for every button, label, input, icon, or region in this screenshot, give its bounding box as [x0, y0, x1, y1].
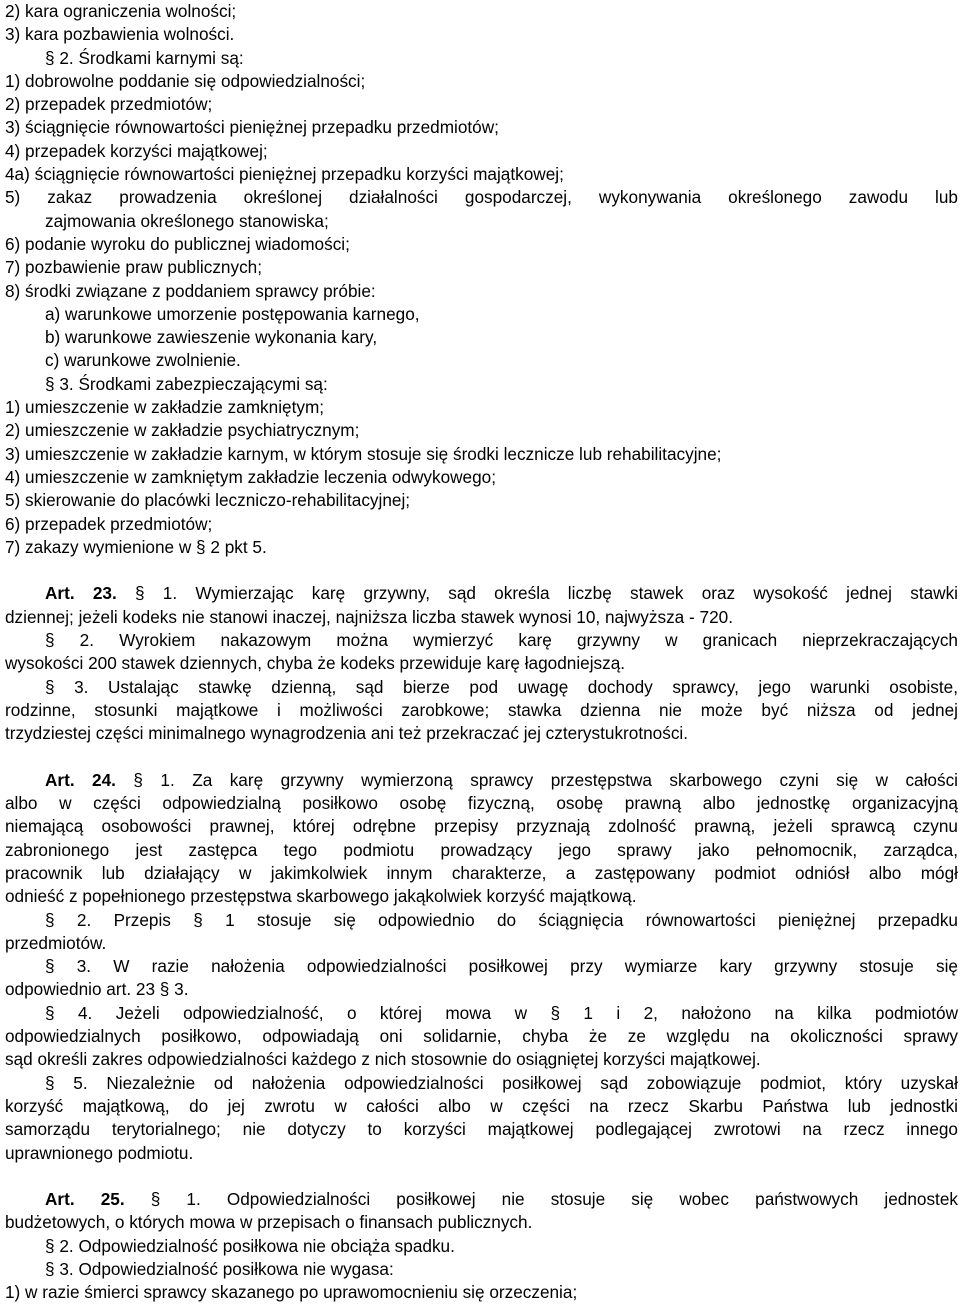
text-line [5, 839, 958, 862]
line-text: § 3. Ustalając stawkę dzienną, sąd bierze pod uwagę dochody sprawcy, jego warunki osobiste, [45, 676, 958, 697]
line-text: c) warunkowe zwolnienie. [45, 350, 241, 371]
line-text: 3) ściągnięcie równowartości pieniężnej przepadku przedmiotów; [5, 117, 499, 138]
line-text: 2) przepadek przedmiotów; [5, 94, 213, 115]
line-text: § 1. Odpowiedzialności posiłkowej nie stosuje się wobec państwowych jednostek [124, 1189, 958, 1210]
text-line [5, 582, 958, 605]
line-text: 2) kara ograniczenia wolności; [5, 1, 237, 21]
text-line [5, 396, 958, 419]
text-line [5, 1048, 958, 1071]
line-text: § 2. Wyrokiem nakazowym można wymierzyć karę grzywny w granicach nieprzekraczających [45, 630, 958, 651]
line-text: zajmowania określonego stanowiska; [45, 210, 329, 231]
line-text: 6) podanie wyroku do publicznej wiadomości; [5, 233, 350, 254]
line-text: pracownik lub działający w jakimkolwiek innym charakterze, a zastępowany podmiot odniósł albo mógł [5, 862, 958, 883]
line-text: b) warunkowe zawieszenie wykonania kary, [45, 327, 378, 348]
line-text: § 3. W razie nałożenia odpowiedzialności posiłkowej przy wymiarze kary grzywny stosuje się [45, 956, 958, 977]
line-text: niemającą osobowości prawnej, której odrębne przepisy przyznają zdolność prawną, jeżeli sprawcą czynu [5, 816, 958, 837]
text-line [5, 1235, 958, 1258]
text-line [5, 1118, 958, 1141]
line-text: sąd określi zakres odpowiedzialności każdego z nich stosownie do osiągniętej korzyści majątkowej. [5, 1049, 761, 1070]
line-text: 3) kara pozbawienia wolności. [5, 24, 235, 45]
text-line [5, 47, 958, 70]
text-line [5, 489, 958, 512]
line-text: odpowiedzialnych posiłkowo, odpowiadają oni solidarnie, chyba że ze względu na okoliczności sprawy [5, 1026, 958, 1047]
line-text: 5) zakaz prowadzenia określonej działalności gospodarczej, wykonywania określonego zawodu lub [5, 187, 958, 208]
text-line [5, 23, 958, 46]
line-text: 4) przepadek korzyści majątkowej; [5, 140, 268, 161]
article-number: Art. 25. [45, 1189, 125, 1210]
text-line [5, 955, 958, 978]
line-text: 5) skierowanie do placówki leczniczo-rehabilitacyjnej; [5, 490, 411, 511]
paragraph-gap [5, 1165, 958, 1188]
line-text: § 1. Za karę grzywny wymierzoną sprawcy przestępstwa skarbowego czyni się w całości [115, 769, 958, 790]
line-text: 1) umieszczenie w zakładzie zamkniętym; [5, 397, 325, 418]
article-number: Art. 24. [45, 769, 116, 790]
line-text: § 1. Wymierzając karę grzywny, sąd określa liczbę stawek oraz wysokość jednej stawki [116, 583, 958, 604]
line-text: przedmiotów. [5, 932, 107, 953]
line-text: 6) przepadek przedmiotów; [5, 513, 213, 534]
line-text: wysokości 200 stawek dziennych, chyba że kodeks przewiduje karę łagodniejszą. [5, 653, 626, 674]
text-line [5, 280, 958, 303]
text-line [5, 1188, 958, 1211]
text-line [5, 93, 958, 116]
text-line [5, 536, 958, 559]
line-text: § 2. Odpowiedzialność posiłkowa nie obciąża spadku. [45, 1235, 455, 1256]
line-text: § 3. Środkami zabezpieczającymi są: [45, 373, 328, 394]
text-line [5, 303, 958, 326]
text-line [5, 792, 958, 815]
line-text: § 2. Środkami karnymi są: [45, 47, 244, 68]
text-line [5, 1142, 958, 1165]
text-line [5, 606, 958, 629]
line-text: 7) pozbawienie praw publicznych; [5, 257, 262, 278]
text-line [5, 140, 958, 163]
text-line [5, 978, 958, 1001]
text-line [5, 932, 958, 955]
text-line [5, 233, 958, 256]
text-line [5, 1095, 958, 1118]
text-line [5, 909, 958, 932]
text-line [5, 629, 958, 652]
line-text: odpowiednio art. 23 § 3. [5, 979, 189, 1000]
line-text: § 2. Przepis § 1 stosuje się odpowiednio do ściągnięcia równowartości pieniężnej przepadku [45, 909, 958, 930]
text-line [5, 1002, 958, 1025]
text-line [5, 652, 958, 675]
line-text: 8) środki związane z poddaniem sprawcy próbie: [5, 280, 376, 301]
line-text: 4) umieszczenie w zamkniętym zakładzie leczenia odwykowego; [5, 466, 497, 487]
line-text: 1) dobrowolne poddanie się odpowiedzialności; [5, 70, 366, 91]
line-text: 3) umieszczenie w zakładzie karnym, w którym stosuje się środki lecznicze lub rehabilitacyjne; [5, 443, 722, 464]
text-line [5, 186, 958, 209]
line-text: 1) w razie śmierci sprawcy skazanego po uprawomocnieniu się orzeczenia; [5, 1282, 578, 1303]
line-text: rodzinne, stosunki majątkowe i możliwości zarobkowe; stawka dzienna nie może być niższa od jednej [5, 699, 958, 720]
text-line [5, 1072, 958, 1095]
line-text: dziennej; jeżeli kodeks nie stanowi inaczej, najniższa liczba stawek wynosi 10, najwyższa - 720. [5, 606, 733, 627]
text-line [5, 676, 958, 699]
line-text: korzyść majątkową, do jej zwrotu w całości albo w części na rzecz Skarbu Państwa lub jednostki [5, 1095, 958, 1116]
line-text: 7) zakazy wymienione w § 2 pkt 5. [5, 536, 267, 557]
text-line [5, 256, 958, 279]
text-line [5, 70, 958, 93]
text-line [5, 1258, 958, 1281]
line-text: albo w części odpowiedzialną posiłkowo osobę fizyczną, osobę prawną albo jednostkę organizacyjną [5, 793, 958, 814]
line-text: § 3. Odpowiedzialność posiłkowa nie wygasa: [45, 1259, 394, 1280]
text-line [5, 373, 958, 396]
paragraph-gap [5, 559, 958, 582]
document-page [5, 0, 958, 1305]
text-line [5, 349, 958, 372]
article-number: Art. 23. [45, 583, 117, 604]
line-text: uprawnionego podmiotu. [5, 1142, 194, 1163]
text-line [5, 116, 958, 139]
line-text: § 4. Jeżeli odpowiedzialność, o której mowa w § 1 i 2, nałożono na kilka podmiotów [45, 1002, 958, 1023]
paragraph-gap [5, 746, 958, 769]
text-line [5, 769, 958, 792]
line-text: a) warunkowe umorzenie postępowania karnego, [45, 303, 420, 324]
text-line [5, 326, 958, 349]
line-text: odnieść z popełnionego przestępstwa skarbowego jakąkolwiek korzyść majątkową. [5, 886, 637, 907]
text-line [5, 815, 958, 838]
line-text: 4a) ściągnięcie równowartości pieniężnej przepadku korzyści majątkowej; [5, 164, 564, 185]
text-line [5, 443, 958, 466]
text-line [5, 513, 958, 536]
text-line [5, 466, 958, 489]
text-line [5, 1025, 958, 1048]
text-line [5, 862, 958, 885]
line-text: 2) umieszczenie w zakładzie psychiatrycznym; [5, 420, 360, 441]
text-line [5, 1281, 958, 1304]
line-text: zabronionego jest zastępca tego podmiotu prowadzący jego sprawy jako pełnomocnik, zarządca, [5, 839, 958, 860]
text-line [5, 885, 958, 908]
text-line [5, 1211, 958, 1234]
line-text: § 5. Niezależnie od nałożenia odpowiedzialności posiłkowej sąd zobowiązuje podmiot, który uzyskał [45, 1072, 958, 1093]
line-text: trzydziestej części minimalnego wynagrodzenia ani też przekraczać jej czterystukrotności. [5, 723, 689, 744]
text-line [5, 699, 958, 722]
text-line [5, 0, 958, 23]
line-text: budżetowych, o których mowa w przepisach o finansach publicznych. [5, 1212, 533, 1233]
line-text: samorządu terytorialnego; nie dotyczy to korzyści majątkowej podlegającej zwrotowi na rzecz innego [5, 1119, 958, 1140]
text-line [5, 210, 958, 233]
text-line [5, 722, 958, 745]
text-line [5, 419, 958, 442]
text-line [5, 163, 958, 186]
